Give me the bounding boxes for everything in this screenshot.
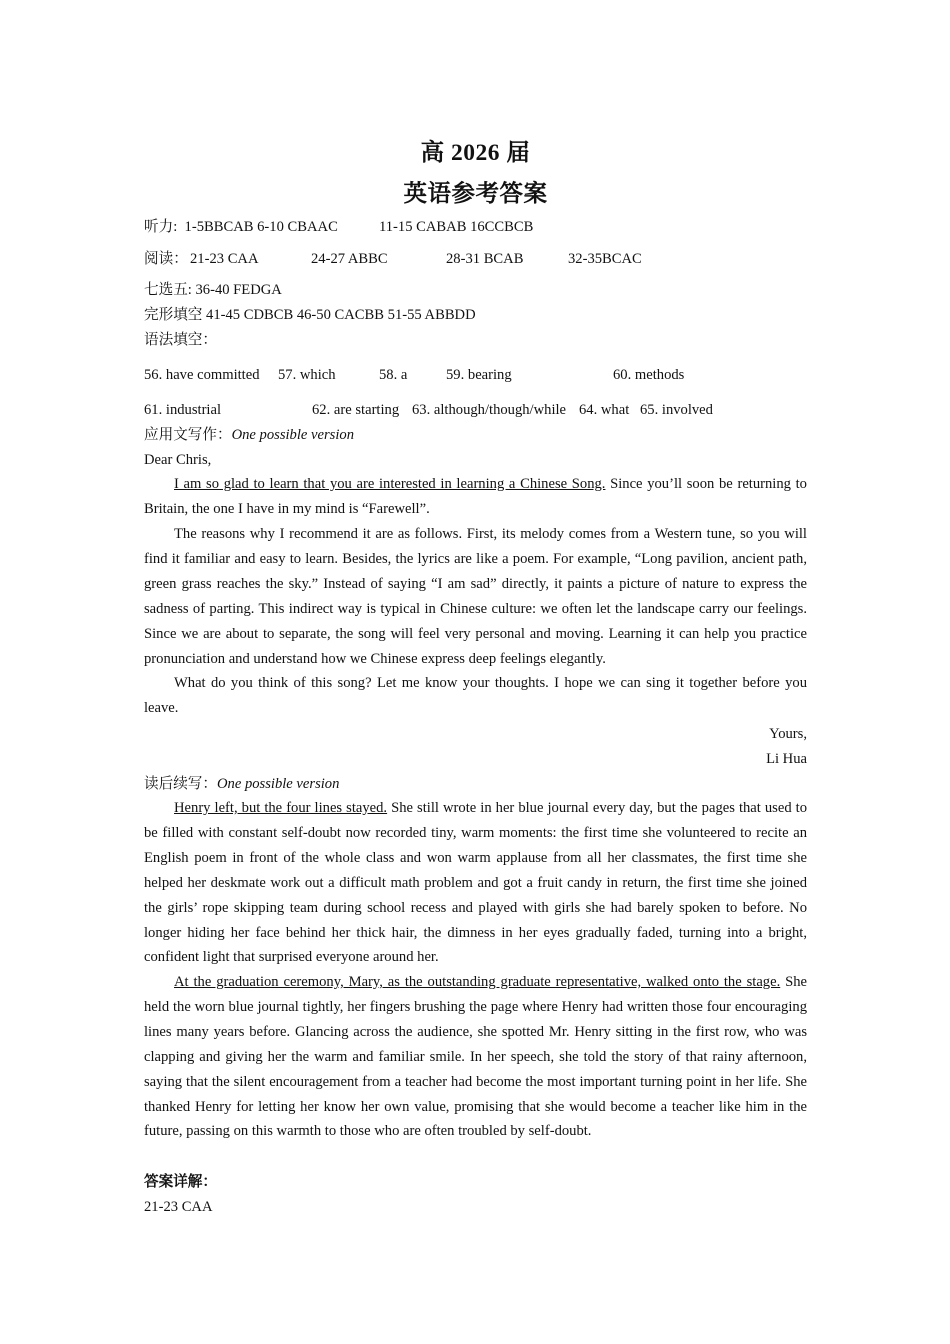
cloze-answers: 完形填空 41-45 CDBCB 46-50 CACBB 51-55 ABBDD — [144, 307, 476, 323]
letter-paragraph-1-rest: Since you’ll soon be returning to Britain, the one I have in my mind is “Farewell”. — [144, 476, 807, 517]
grammar-65: 65. involved — [640, 402, 713, 418]
reading-label: 阅读： — [144, 251, 188, 267]
letter-signature: Li Hua — [766, 751, 807, 767]
grammar-59: 59. bearing — [446, 367, 512, 383]
explanation-first-item: 21-23 CAA — [144, 1199, 213, 1215]
letter-paragraph-1 — [144, 472, 807, 522]
letter-topic-sentence: I am so glad to learn that you are interested in learning a Chinese Song. — [174, 476, 606, 492]
listening-part2: 11-15 CABAB 16CCBCB — [379, 219, 534, 235]
reading-group-2: 24-27 ABBC — [311, 251, 388, 267]
continuation-label: 读后续写： — [144, 776, 217, 792]
grammar-62: 62. are starting — [312, 402, 400, 418]
continuation-heading — [144, 774, 339, 794]
listening-label: 听力: — [144, 219, 178, 235]
grammar-56: 56. have committed — [144, 367, 260, 383]
explanation-label: 答案详解： — [144, 1174, 217, 1190]
document-title-subject: 英语参考答案 — [403, 181, 548, 207]
continuation-paragraph-2 — [144, 970, 807, 1144]
document-title-grade: 高 2026 届 — [420, 140, 531, 166]
letter-paragraph-2-text: The reasons why I recommend it are as follows. First, its melody comes from a Western tune, so you will find it familiar and easy to learn. Besides, the lyrics are like a poem. For example, “Long pavilion, ancient path, green grass reaches the sky.” Instead of saying “I am sad” directly, it paints a picture of nature to express the sadness of parting. This indirect way is typical in Chinese culture: we often let the landscape carry our feelings. Since we are about to separate, the song will feel very personal and moving. Learning it can help you practice pronunciation and understand how we Chinese express deep feelings elegantly. — [144, 526, 807, 667]
continuation-paragraph-1-rest: She still wrote in her blue journal every day, but the pages that used to be filled with constant self-doubt now recorded tiny, warm moments: the first time she volunteered to recite an English poem in front of the whole class and won warm applause from all her classmates, the first time she helped her deskmate work out a difficult math problem and got a fruit candy in return, the first time she joined the girls’ rope skipping team during school recess and played with girls she had barely spoken to before. No longer hiding her face behind her thick hair, the dimness in her eyes gradually faded, turning into a bright, confident light that surprised everyone around her. — [144, 800, 808, 966]
letter-paragraph-2 — [144, 522, 807, 671]
grammar-63: 63. although/though/while — [412, 402, 567, 418]
grammar-label: 语法填空： — [144, 332, 217, 348]
grammar-64: 64. what — [579, 402, 630, 418]
listening-answers — [144, 217, 338, 237]
reading-group-3: 28-31 BCAB — [446, 251, 524, 267]
letter-paragraph-3 — [144, 671, 807, 721]
listening-part1: 1-5BBCAB 6-10 CBAAC — [184, 219, 338, 235]
reading-group-4: 32-35BCAC — [568, 251, 642, 267]
writing-label: 应用文写作： — [144, 427, 232, 443]
continuation-paragraph-1-lead: Henry left, but the four lines stayed. — [174, 800, 388, 816]
letter-paragraph-3-text: What do you think of this song? Let me know your thoughts. I hope we can sing it together before you leave. — [144, 675, 807, 716]
seven-choose-five-answers: 七选五: 36-40 FEDGA — [144, 282, 282, 298]
continuation-paragraph-2-lead: At the graduation ceremony, Mary, as the outstanding graduate representative, walked onto the stage. — [174, 974, 781, 990]
continuation-version: One possible version — [216, 776, 340, 792]
grammar-57: 57. which — [278, 367, 336, 383]
reading-group-1: 21-23 CAA — [190, 251, 259, 267]
letter-salutation: Dear Chris, — [144, 452, 212, 468]
continuation-paragraph-1 — [144, 796, 807, 970]
grammar-61: 61. industrial — [144, 402, 222, 418]
grammar-58: 58. a — [379, 367, 408, 383]
writing-version: One possible version — [231, 427, 354, 443]
grammar-60: 60. methods — [613, 367, 685, 383]
letter-closing: Yours, — [769, 726, 807, 742]
continuation-paragraph-2-rest: She held the worn blue journal tightly, her fingers brushing the page where Henry had written those four encouraging lines many years before. Glancing across the audience, she spotted Mr. Henry sitting in the first row, who was clapping and giving her the warm and familiar smile. In her speech, she told the story of that rainy afternoon, saying that the silent encouragement from a teacher had become the most important turning point in her life. She thanked Henry for letting her know her own value, promising that she would become a teacher like him in the future, passing on this warmth to those who are often troubled by self-doubt. — [144, 974, 807, 1140]
writing-heading — [144, 425, 354, 445]
